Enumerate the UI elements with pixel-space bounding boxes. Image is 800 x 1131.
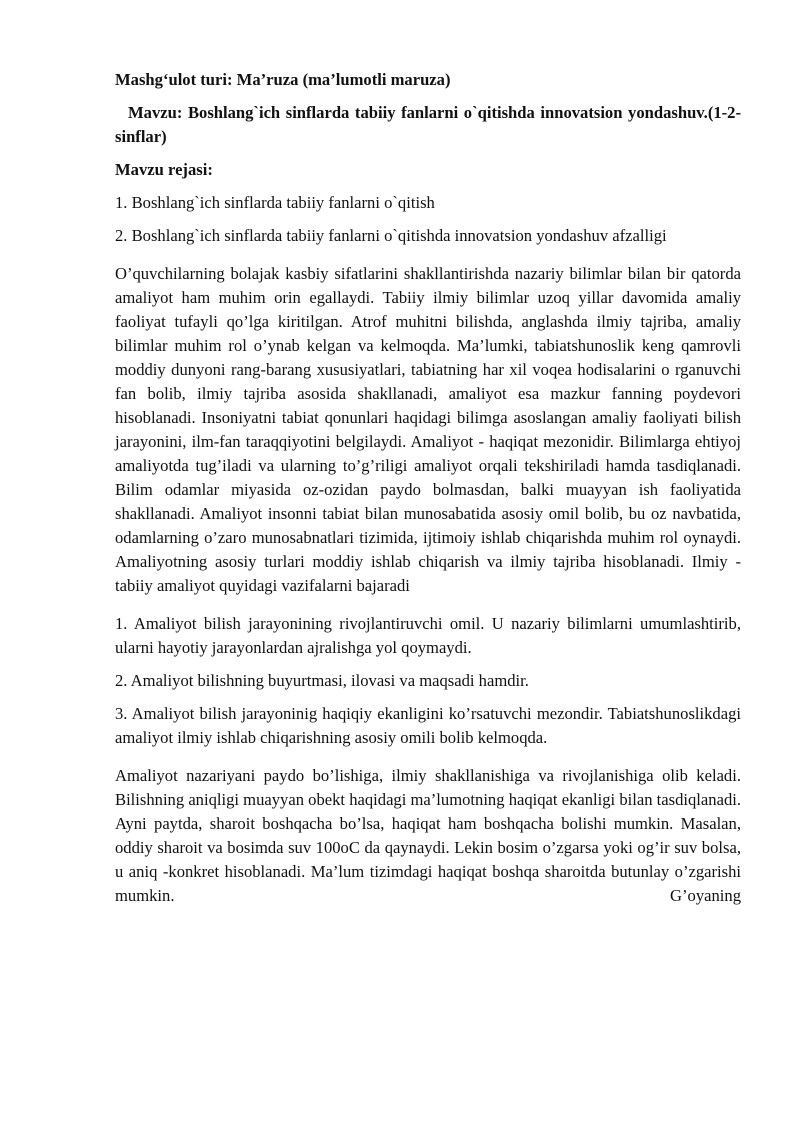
plan-item-1: 1. Boshlang`ich sinflarda tabiiy fanlarni o`qitish [115, 193, 435, 212]
paragraph-intro: O’quvchilarning bolajak kasbiy sifatlarini shakllantirishda nazariy bilimlar bilan bir qatorda amaliyot ham muhim orin egallaydi. Tabiiy ilmiy bilimlar uzoq yillar davomida amaliy faoliyat tufayli qo’lga kiritilgan. Atrof muhitni bilishda, anglashda ilmiy tajriba, amaliy bilimlar muhim rol o’ynab kelgan va kelmoqda. Ma’lumki, tabiatshunoslik keng qamrovli moddiy dunyoni rang-barang xususiyatlari, tabiatning har xil voqea hodisalarini o rganuvchi fan bolib, ilmiy tajriba asosida shakllanadi, amaliyot esa mazkur fanning poydevori hisoblanadi. Insoniyatni tabiat qonunlari haqidagi bilimga asoslangan amaliy faoliyati bilish jarayonini, ilm-fan taraqqiyotini belgilaydi. Amaliyot - haqiqat mezonidir. Bilimlarga ehtiyoj amaliyotda tug’iladi va ularning to’g’riligi amaliyot orqali tekshiriladi hamda tasdiqlanadi. Bilim odamlar miyasida oz-ozidan paydo bolmasdan, balki muayyan ish faoliyatida shakllanadi. Amaliyot insonni tabiat bilan munosabatida asosiy omil bolib, bu oz navbatida, odamlarning o’zaro munosabnatlari tizimida, ijtimoiy ishlab chiqarishda muhim rol oynaydi. Amaliyotning asosiy turlari moddiy ishlab chiqarish va ilmiy tajriba hisoblanadi. Ilmiy - tabiiy amaliyot quyidagi vazifalarni bajaradi [115, 264, 741, 595]
document-page [115, 68, 741, 908]
paragraph-item-1: 1. Amaliyot bilish jarayonining rivojlantiruvchi omil. U nazariy bilimlarni umumlashtirib, ularni hayotiy jarayonlardan ajralishga yol qoymaydi. [115, 614, 741, 657]
paragraph-theory: Amaliyot nazariyani paydo bo’lishiga, ilmiy shakllanishiga va rivojlanishiga olib keladi. Bilishning aniqligi muayyan obekt haqidagi ma’lumotning haqiqat ekanligi bilan tasdiqlanadi. Ayni paytda, sharoit boshqacha bo’lsa, haqiqat ham boshqacha bolishi mumkin. Masalan, oddiy sharoit va bosimda suv 100oC da qaynaydi. Lekin bosim o’zgarsa yoki og’ir suv bolsa, u aniq -konkret hisoblanadi. Ma’lum tizimdagi haqiqat boshqa sharoitda butunlay o’zgarishi mumkin. G’oyaning [115, 766, 741, 905]
plan-item-2: 2. Boshlang`ich sinflarda tabiiy fanlarni o`qitishda innovatsion yondashuv afzalligi [115, 226, 667, 245]
lesson-type-heading: Mashg‘ulot turi: Ma’ruza (ma’lumotli maruza) [115, 70, 451, 89]
plan-heading: Mavzu rejasi: [115, 160, 213, 179]
paragraph-item-2: 2. Amaliyot bilishning buyurtmasi, ilovasi va maqsadi hamdir. [115, 671, 529, 690]
paragraph-item-3: 3. Amaliyot bilish jarayoninig haqiqiy ekanligini ko’rsatuvchi mezondir. Tabiatshunoslikdagi amaliyot ilmiy ishlab chiqarishning asosiy omili bolib kelmoqda. [115, 704, 741, 747]
topic-heading: Mavzu: Boshlang`ich sinflarda tabiiy fanlarni o`qitishda innovatsion yondashuv.(1-2-sinflar) [115, 103, 741, 146]
